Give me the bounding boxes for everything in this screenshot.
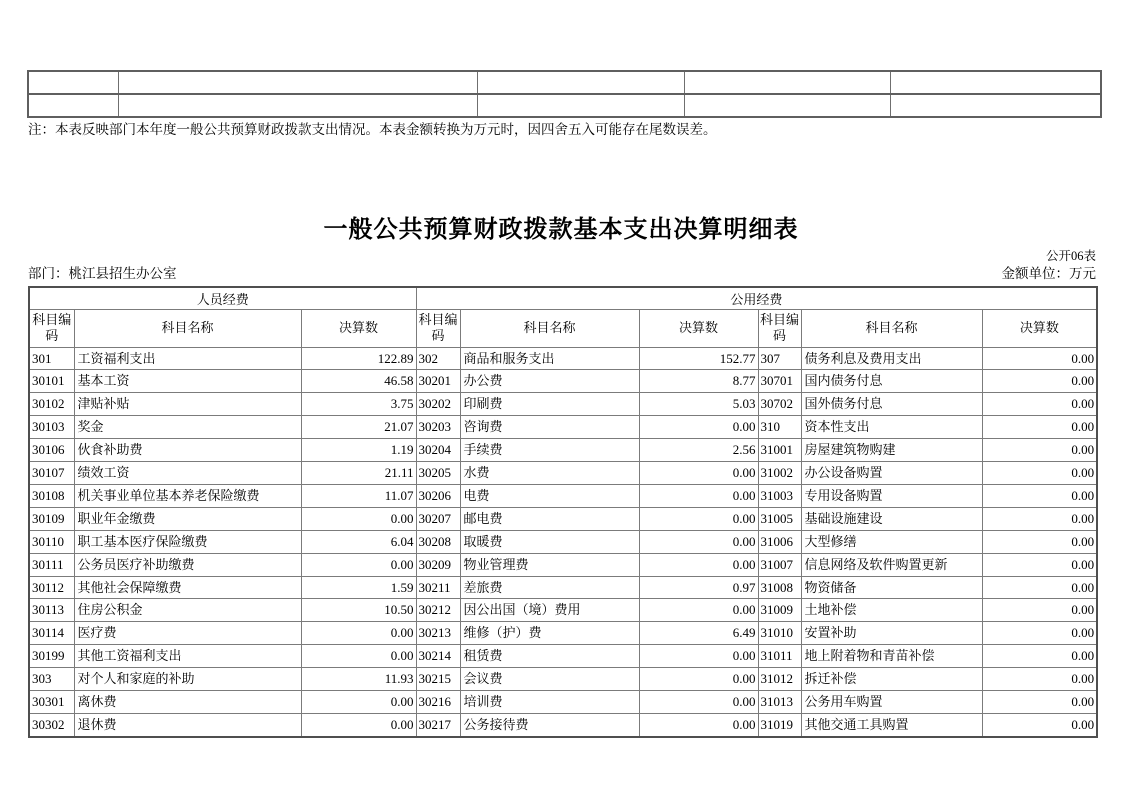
cell-value: 0.00 xyxy=(982,714,1097,737)
cell-value: 8.77 xyxy=(639,370,758,393)
cell-name: 国内债务付息 xyxy=(801,370,982,393)
cell-name: 奖金 xyxy=(74,416,301,439)
table-row xyxy=(29,714,1097,737)
column-header-row xyxy=(29,309,1097,347)
cell-code: 30217 xyxy=(416,714,460,737)
cell-value: 0.00 xyxy=(639,645,758,668)
cell-code: 30108 xyxy=(29,484,74,507)
cell-code: 30302 xyxy=(29,714,74,737)
cell-value: 0.00 xyxy=(639,599,758,622)
cell-code: 30204 xyxy=(416,439,460,462)
meta-row xyxy=(28,262,1096,282)
cell-name: 租赁费 xyxy=(460,645,639,668)
cell-name: 物资储备 xyxy=(801,576,982,599)
cell-name: 其他社会保障缴费 xyxy=(74,576,301,599)
cell-code: 30101 xyxy=(29,370,74,393)
cell-value: 0.00 xyxy=(982,645,1097,668)
group-header-personnel: 人员经费 xyxy=(29,287,416,309)
col-header-name: 科目名称 xyxy=(460,309,639,347)
cell-code: 31003 xyxy=(758,484,801,507)
cell-value: 0.00 xyxy=(982,553,1097,576)
cell-code: 31008 xyxy=(758,576,801,599)
table-number: 公开06表 xyxy=(1045,249,1096,263)
cell-name: 公务员医疗补助缴费 xyxy=(74,553,301,576)
cell-name: 信息网络及软件购置更新 xyxy=(801,553,982,576)
cell-value: 0.00 xyxy=(982,439,1097,462)
cell-code: 31006 xyxy=(758,530,801,553)
cell-name: 基本工资 xyxy=(74,370,301,393)
cell-value: 5.03 xyxy=(639,393,758,416)
cell-code: 30114 xyxy=(29,622,74,645)
table-note: 注：本表反映部门本年度一般公共预算财政拨款支出情况。本表金额转换为万元时，因四舍五入可能存在尾数误差。 xyxy=(28,122,717,137)
cell-code: 30201 xyxy=(416,370,460,393)
cell-value: 6.04 xyxy=(301,530,416,553)
table-row xyxy=(29,507,1097,530)
cell-code: 30701 xyxy=(758,370,801,393)
cell-value: 152.77 xyxy=(639,347,758,370)
cell-code: 30212 xyxy=(416,599,460,622)
cell-code: 30112 xyxy=(29,576,74,599)
cell-name: 土地补偿 xyxy=(801,599,982,622)
cell-name: 物业管理费 xyxy=(460,553,639,576)
cell-name: 其他交通工具购置 xyxy=(801,714,982,737)
cell-name: 商品和服务支出 xyxy=(460,347,639,370)
cell-code: 307 xyxy=(758,347,801,370)
table-row xyxy=(29,599,1097,622)
cell-name: 公务用车购置 xyxy=(801,691,982,714)
table-row xyxy=(29,370,1097,393)
cell-code: 30113 xyxy=(29,599,74,622)
empty-cell xyxy=(684,94,890,117)
cell-code: 31013 xyxy=(758,691,801,714)
cell-name: 差旅费 xyxy=(460,576,639,599)
cell-name: 基础设施建设 xyxy=(801,507,982,530)
table-row xyxy=(29,576,1097,599)
cell-value: 2.56 xyxy=(639,439,758,462)
previous-table-remnant xyxy=(27,70,1102,118)
cell-name: 邮电费 xyxy=(460,507,639,530)
cell-name: 办公费 xyxy=(460,370,639,393)
col-header-code: 科目编码 xyxy=(29,309,74,347)
cell-value: 0.00 xyxy=(301,645,416,668)
cell-value: 0.00 xyxy=(639,714,758,737)
cell-value: 0.00 xyxy=(639,530,758,553)
table-row xyxy=(29,530,1097,553)
cell-code: 31011 xyxy=(758,645,801,668)
cell-name: 印刷费 xyxy=(460,393,639,416)
cell-code: 30702 xyxy=(758,393,801,416)
cell-value: 0.00 xyxy=(982,416,1097,439)
cell-code: 30111 xyxy=(29,553,74,576)
table-row xyxy=(29,439,1097,462)
cell-code: 30211 xyxy=(416,576,460,599)
cell-code: 30301 xyxy=(29,691,74,714)
cell-code: 31005 xyxy=(758,507,801,530)
cell-code: 30102 xyxy=(29,393,74,416)
cell-code: 30110 xyxy=(29,530,74,553)
empty-cell xyxy=(890,71,1101,94)
cell-value: 0.00 xyxy=(301,691,416,714)
col-header-value: 决算数 xyxy=(982,309,1097,347)
cell-code: 30107 xyxy=(29,462,74,485)
cell-code: 31019 xyxy=(758,714,801,737)
table-row xyxy=(29,553,1097,576)
empty-cell xyxy=(118,71,477,94)
table-row xyxy=(29,416,1097,439)
cell-value: 0.00 xyxy=(982,530,1097,553)
department-label: 部门：桃江县招生办公室 xyxy=(28,266,177,281)
col-header-code: 科目编码 xyxy=(416,309,460,347)
cell-name: 离休费 xyxy=(74,691,301,714)
cell-value: 122.89 xyxy=(301,347,416,370)
cell-code: 30109 xyxy=(29,507,74,530)
cell-value: 10.50 xyxy=(301,599,416,622)
table-row xyxy=(29,484,1097,507)
cell-name: 国外债务付息 xyxy=(801,393,982,416)
cell-name: 其他工资福利支出 xyxy=(74,645,301,668)
cell-name: 津贴补贴 xyxy=(74,393,301,416)
cell-value: 0.00 xyxy=(982,668,1097,691)
cell-code: 31002 xyxy=(758,462,801,485)
cell-code: 303 xyxy=(29,668,74,691)
cell-value: 0.00 xyxy=(982,370,1097,393)
cell-name: 手续费 xyxy=(460,439,639,462)
cell-value: 0.00 xyxy=(639,462,758,485)
cell-value: 21.07 xyxy=(301,416,416,439)
cell-value: 0.00 xyxy=(982,393,1097,416)
cell-value: 0.00 xyxy=(301,553,416,576)
cell-name: 电费 xyxy=(460,484,639,507)
cell-value: 6.49 xyxy=(639,622,758,645)
col-header-name: 科目名称 xyxy=(74,309,301,347)
cell-code: 30203 xyxy=(416,416,460,439)
cell-name: 医疗费 xyxy=(74,622,301,645)
cell-name: 绩效工资 xyxy=(74,462,301,485)
empty-cell xyxy=(28,71,118,94)
cell-value: 0.00 xyxy=(982,484,1097,507)
cell-value: 11.93 xyxy=(301,668,416,691)
cell-value: 0.00 xyxy=(301,622,416,645)
empty-table-row xyxy=(28,94,1101,117)
cell-code: 31009 xyxy=(758,599,801,622)
cell-value: 0.00 xyxy=(639,691,758,714)
cell-code: 31007 xyxy=(758,553,801,576)
unit-label: 金额单位：万元 xyxy=(1001,266,1096,281)
cell-name: 会议费 xyxy=(460,668,639,691)
cell-value: 0.00 xyxy=(301,714,416,737)
cell-code: 30214 xyxy=(416,645,460,668)
empty-cell xyxy=(118,94,477,117)
table-row xyxy=(29,645,1097,668)
cell-name: 退休费 xyxy=(74,714,301,737)
cell-value: 0.00 xyxy=(982,576,1097,599)
table-row xyxy=(29,622,1097,645)
empty-table-row xyxy=(28,71,1101,94)
cell-name: 职工基本医疗保险缴费 xyxy=(74,530,301,553)
budget-detail-table xyxy=(28,286,1098,738)
cell-code: 31001 xyxy=(758,439,801,462)
cell-name: 住房公积金 xyxy=(74,599,301,622)
cell-name: 拆迁补偿 xyxy=(801,668,982,691)
cell-value: 3.75 xyxy=(301,393,416,416)
cell-name: 地上附着物和青苗补偿 xyxy=(801,645,982,668)
cell-value: 0.00 xyxy=(639,416,758,439)
group-header-public: 公用经费 xyxy=(416,287,1097,309)
cell-name: 伙食补助费 xyxy=(74,439,301,462)
table-row xyxy=(29,462,1097,485)
cell-value: 0.00 xyxy=(982,462,1097,485)
cell-code: 30215 xyxy=(416,668,460,691)
page-title: 一般公共预算财政拨款基本支出决算明细表 xyxy=(323,217,799,243)
table-row xyxy=(29,347,1097,370)
cell-code: 310 xyxy=(758,416,801,439)
col-header-code: 科目编码 xyxy=(758,309,801,347)
cell-name: 办公设备购置 xyxy=(801,462,982,485)
cell-code: 30199 xyxy=(29,645,74,668)
cell-name: 维修（护）费 xyxy=(460,622,639,645)
cell-code: 30209 xyxy=(416,553,460,576)
cell-code: 30207 xyxy=(416,507,460,530)
cell-code: 30106 xyxy=(29,439,74,462)
cell-value: 1.19 xyxy=(301,439,416,462)
cell-value: 0.00 xyxy=(639,668,758,691)
cell-value: 0.00 xyxy=(639,484,758,507)
cell-name: 公务接待费 xyxy=(460,714,639,737)
cell-name: 职业年金缴费 xyxy=(74,507,301,530)
group-header-row xyxy=(29,287,1097,309)
cell-name: 水费 xyxy=(460,462,639,485)
cell-name: 取暖费 xyxy=(460,530,639,553)
cell-name: 债务利息及费用支出 xyxy=(801,347,982,370)
empty-cell xyxy=(890,94,1101,117)
cell-code: 30213 xyxy=(416,622,460,645)
cell-name: 安置补助 xyxy=(801,622,982,645)
cell-value: 0.00 xyxy=(639,553,758,576)
cell-code: 30206 xyxy=(416,484,460,507)
cell-code: 30216 xyxy=(416,691,460,714)
cell-name: 房屋建筑物购建 xyxy=(801,439,982,462)
cell-value: 0.00 xyxy=(982,599,1097,622)
cell-code: 302 xyxy=(416,347,460,370)
cell-value: 0.00 xyxy=(301,507,416,530)
cell-name: 因公出国（境）费用 xyxy=(460,599,639,622)
cell-value: 0.97 xyxy=(639,576,758,599)
cell-name: 机关事业单位基本养老保险缴费 xyxy=(74,484,301,507)
cell-code: 31012 xyxy=(758,668,801,691)
cell-code: 30202 xyxy=(416,393,460,416)
cell-name: 工资福利支出 xyxy=(74,347,301,370)
cell-name: 资本性支出 xyxy=(801,416,982,439)
cell-name: 专用设备购置 xyxy=(801,484,982,507)
col-header-value: 决算数 xyxy=(301,309,416,347)
table-row xyxy=(29,668,1097,691)
empty-cell xyxy=(28,94,118,117)
cell-value: 0.00 xyxy=(639,507,758,530)
cell-code: 30205 xyxy=(416,462,460,485)
empty-cell xyxy=(477,71,684,94)
empty-cell xyxy=(684,71,890,94)
cell-value: 21.11 xyxy=(301,462,416,485)
cell-name: 培训费 xyxy=(460,691,639,714)
col-header-name: 科目名称 xyxy=(801,309,982,347)
cell-name: 对个人和家庭的补助 xyxy=(74,668,301,691)
col-header-value: 决算数 xyxy=(639,309,758,347)
cell-value: 0.00 xyxy=(982,691,1097,714)
cell-name: 大型修缮 xyxy=(801,530,982,553)
cell-code: 30103 xyxy=(29,416,74,439)
cell-name: 咨询费 xyxy=(460,416,639,439)
cell-value: 0.00 xyxy=(982,507,1097,530)
cell-value: 1.59 xyxy=(301,576,416,599)
cell-value: 46.58 xyxy=(301,370,416,393)
table-row xyxy=(29,691,1097,714)
cell-code: 301 xyxy=(29,347,74,370)
cell-value: 0.00 xyxy=(982,347,1097,370)
cell-value: 11.07 xyxy=(301,484,416,507)
cell-value: 0.00 xyxy=(982,622,1097,645)
table-row xyxy=(29,393,1097,416)
cell-code: 31010 xyxy=(758,622,801,645)
empty-cell xyxy=(477,94,684,117)
cell-code: 30208 xyxy=(416,530,460,553)
